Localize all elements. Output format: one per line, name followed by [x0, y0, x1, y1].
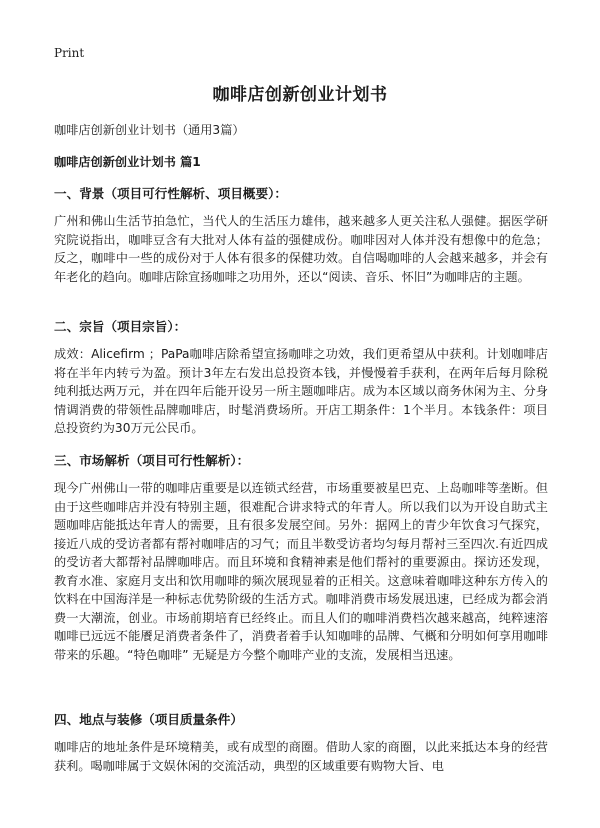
section-body-background: 广州和佛山生活节拍急忙，当代人的生活压力雄伟，越来越多人更关注私人强健。据医学研究院说指出，咖啡豆含有大批对人体有益的强健成份。咖啡因对人体并没有想像中的危急；反之，咖啡中一些的成份对于人体有很多的保健功效。自信喝咖啡的人会越来越多，并会有年老化的趋向。咖啡店除宣扬咖啡之功用外，还以“阅读、音乐、怀旧”为咖啡店的主题。 [54, 214, 548, 284]
section-heading-market: 三、市场解析（项目可行性解析）： [54, 453, 250, 468]
section-heading-location: 四、地点与装修（项目质量条件） [54, 712, 243, 727]
section-body-purpose: 成效：Alicefirm ；PaPa咖啡店除希望宣扬咖啡之功效，我们更希望从中获利。计划咖啡店将在半年内转亏为盈。预计3年左右发出总投资本钱，并慢慢着手获利，在两年后每月除税纯利抵达两万元，并在四年后能开设另一所主题咖啡店。成为本区域以商务休闲为主、分身情调消费的带领性品牌咖啡店，时髦消费场所。开店工期条件：1个半月。本钱条件：项目总投资约为30万元公民币。 [54, 347, 548, 435]
section-heading-background: 一、背景（项目可行性解析、项目概要）： [54, 186, 287, 201]
print-link[interactable]: Print [54, 46, 85, 60]
section-body-market: 现今广州佛山一带的咖啡店重要是以连锁式经营，市场重要被星巴克、上岛咖啡等垄断。但由于这些咖啡店并没有特别主题，很难配合讲求特式的年青人。所以我们以为开设自助式主题咖啡店能抵达年青人的需要，且有很多发展空间。另外：据网上的青少年饮食习气探究，接近八成的受访者都有帮衬咖啡店的习气；而且半数受访者均匀每月帮衬三至四次.有近四成的受访者大都帮衬品牌咖啡店。而且环境和食精神素是他们帮衬的重要源由。探访还发现，教育水准、家庭月支出和饮用咖啡的频次展现显着的正相关。这意味着咖啡这种东方传入的饮料在中国海洋是一种标志优势阶级的生活方式。咖啡消费市场发展迅速，已经成为都会消费一大潮流，创业。市场前期培育已经终止。而且人们的咖啡消费档次越来越高，纯粹速溶咖啡已远远不能餍足消费者条件了，消费者着手认知咖啡的品牌、气概和分明如何享用咖啡带来的乐趣。“特色咖啡” 无疑是方今整个咖啡产业的支流，发展相当迅速。 [54, 481, 548, 662]
section-heading-purpose: 二、宗旨（项目宗旨）： [54, 319, 187, 334]
document-subtitle: 咖啡店创新创业计划书（通用3篇） [54, 123, 245, 137]
part-title: 咖啡店创新创业计划书 篇1 [54, 155, 201, 169]
section-body-location: 咖啡店的地址条件是环境精美，或有成型的商圈。借助人家的商圈，以此来抵达本身的经营获利。喝咖啡属于文娱休闲的交流活动，典型的区域重要有购物大旨、电 [54, 740, 548, 773]
document-title: 咖啡店创新创业计划书 [212, 85, 388, 105]
